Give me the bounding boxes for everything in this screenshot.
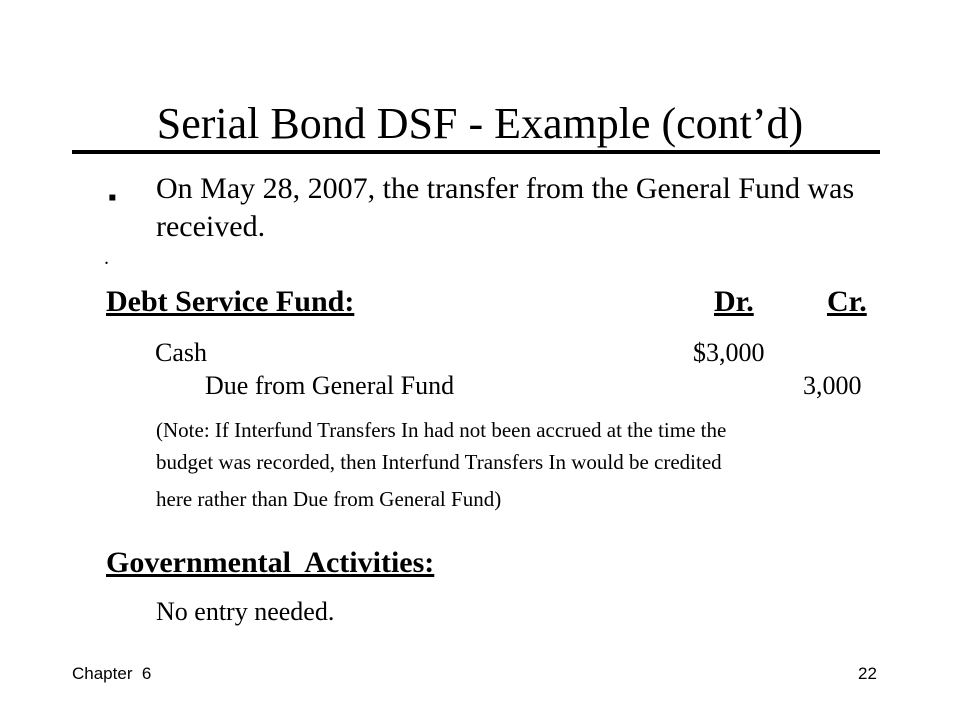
bullet-text: On May 28, 2007, the transfer from the General Fund was received. bbox=[156, 172, 855, 243]
note-line: (Note: If Interfund Transfers In had not been accrued at the time the bbox=[156, 418, 727, 442]
stray-dot: . bbox=[104, 247, 109, 269]
square-bullet-icon: ▪ bbox=[108, 185, 117, 211]
governmental-activities-heading: Governmental Activities: bbox=[106, 546, 435, 579]
note-line: here rather than Due from General Fund) bbox=[156, 487, 502, 511]
no-entry-text: No entry needed. bbox=[156, 597, 335, 626]
note-line: budget was recorded, then Interfund Transfers In would be credited bbox=[156, 450, 722, 474]
entry-account-debit: Cash bbox=[155, 338, 207, 367]
entry-amount-debit: $3,000 bbox=[693, 338, 765, 367]
entry-amount-credit: 3,000 bbox=[803, 371, 862, 400]
footer-chapter: Chapter 6 bbox=[72, 664, 152, 683]
credit-column-header: Cr. bbox=[827, 285, 867, 318]
debt-service-fund-heading: Debt Service Fund: bbox=[106, 285, 355, 318]
title-underline-rule bbox=[72, 150, 880, 154]
entry-account-credit: Due from General Fund bbox=[205, 371, 455, 400]
slide-title: Serial Bond DSF - Example (cont’d) bbox=[156, 99, 804, 148]
debit-column-header: Dr. bbox=[714, 285, 754, 318]
footer-page-number: 22 bbox=[858, 664, 877, 683]
